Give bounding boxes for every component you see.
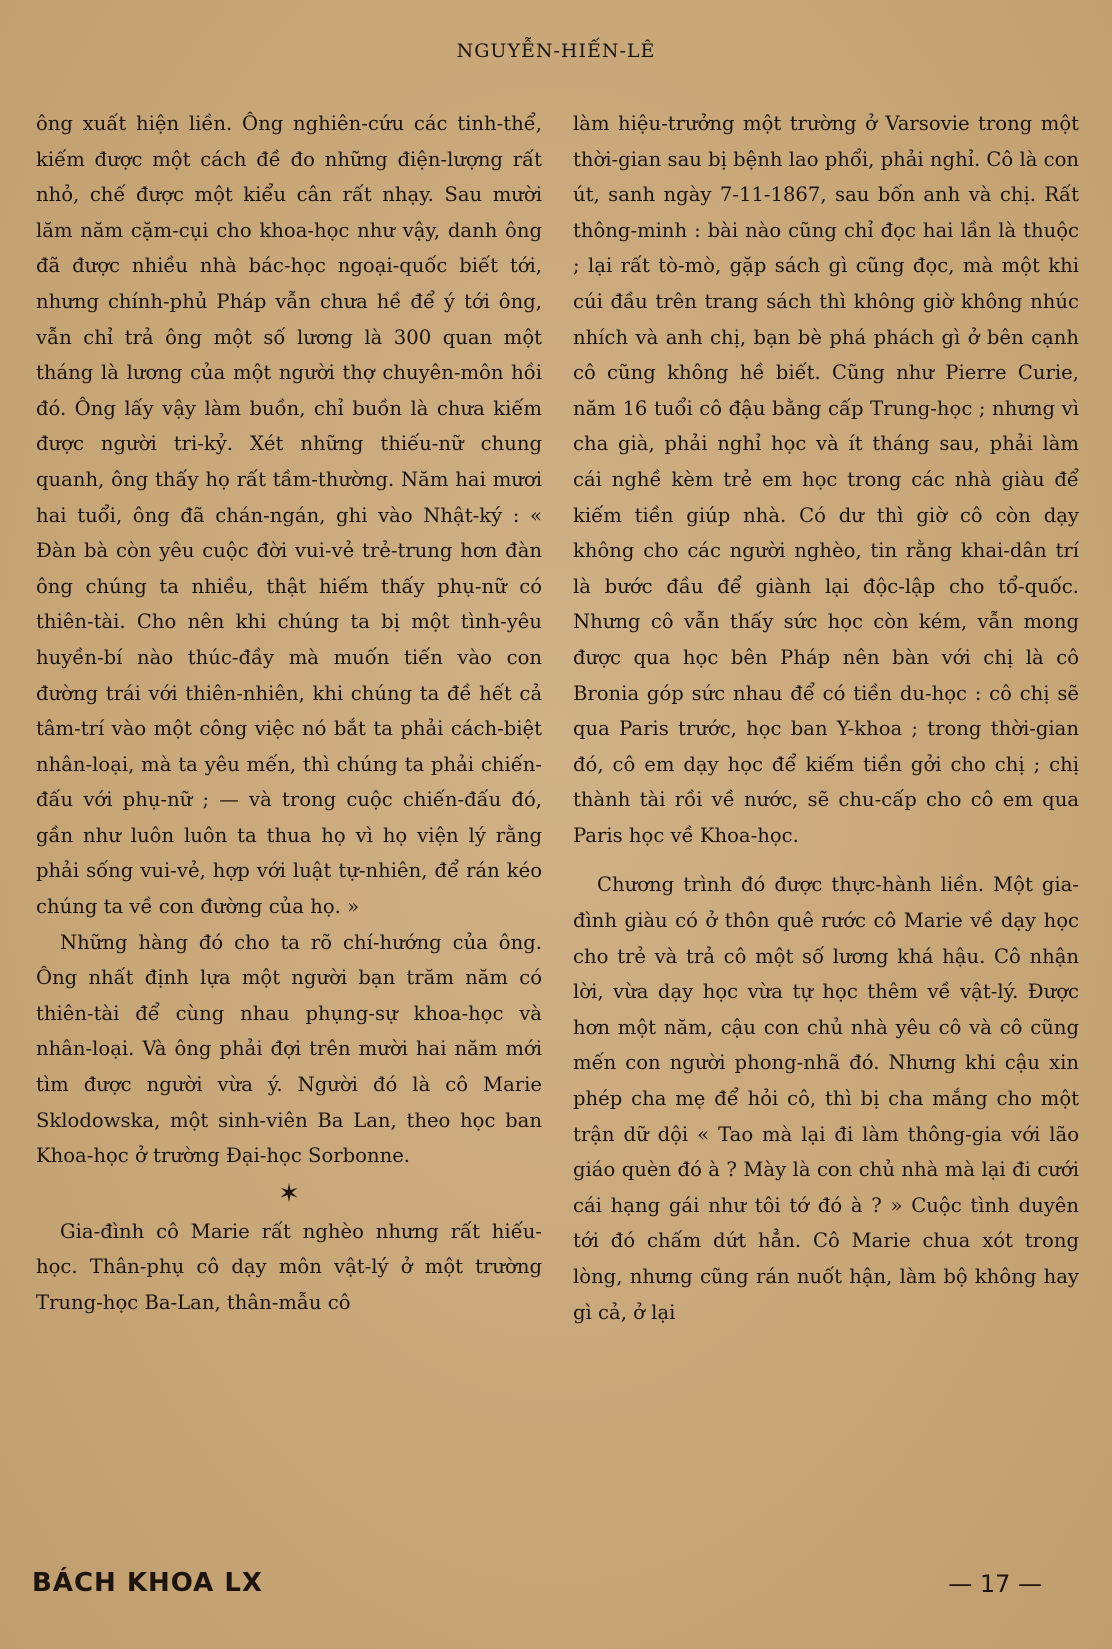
left-paragraph-3: Gia-đình cô Marie rất nghèo nhưng rất hiếu-học. Thân-phụ cô dạy môn vật-lý ở một trường Trung-học Ba-Lan, thân-mẫu cô bbox=[36, 1219, 542, 1314]
right-paragraph-2: Chương trình đó được thực-hành liền. Một gia-đình giàu có ở thôn quê rước cô Marie về dạy học cho trẻ và trả cô một số lương khá hậu. Cô nhận lời, vừa dạy học vừa tự học thêm về vật-lý. Được hơn một năm, cậu con chủ nhà yêu cô và cô cũng mến con người phong-nhã đó. Nhưng khi cậu xin phép cha mẹ để hỏi cô, thì bị cha mắng cho một trận dữ dội « Tao mà lại đi làm thông-gia với lão giáo quèn đó à ? Mày là con chủ nhà mà lại đi cưới cái hạng gái như tôi tớ đó à ? » Cuộc tình duyên tới đó chấm dứt hẳn. Cô Marie chua xót trong lòng, nhưng cũng rán nuốt hận, làm bộ không hay gì cả, ở lại bbox=[573, 873, 1079, 1324]
section-break-star: ✶ bbox=[278, 1178, 300, 1209]
magazine-title: BÁCH KHOA LX bbox=[32, 1568, 263, 1598]
left-paragraph-2: Những hàng đó cho ta rõ chí-hướng của ông. Ông nhất định lựa một người bạn trăm năm có thiên-tài để cùng nhau phụng-sự khoa-học và nhân-loại. Và ông phải đợi trên mười hai năm mới tìm được người vừa ý. Người đó là cô Marie Sklodowska, một sinh-viên Ba Lan, theo học ban Khoa-học ở trường Đại-học Sorbonne. bbox=[36, 930, 542, 1168]
left-paragraph-1: ông xuất hiện liền. Ông nghiên-cứu các tinh-thể, kiếm được một cách đề đo những điện-lượng rất nhỏ, chế được một kiểu cân rất nhạy. Sau mười lăm năm cặm-cụi cho khoa-học như vậy, danh ông đã được nhiều nhà bác-học ngoại-quốc biết tới, nhưng chính-phủ Pháp vẫn chưa hề để ý tới ông, vẫn chỉ trả ông một số lương là 300 quan một tháng là lương của một người thợ chuyên-môn hồi đó. Ông lấy vậy làm buồn, chỉ buồn là chưa kiếm được người tri-kỷ. Xét những thiếu-nữ chung quanh, ông thấy họ rất tầm-thường. Năm hai mươi hai tuổi, ông đã chán-ngán, ghi vào Nhật-ký : « Đàn bà còn yêu cuộc đời vui-vẻ trẻ-trung hơn đàn ông chúng ta nhiều, thật hiếm thấy phụ-nữ có thiên-tài. Cho nên khi chúng ta bị một tình-yêu huyền-bí nào thúc-đầy mà muốn tiến vào con đường trái với thiên-nhiên, khi chúng ta đề hết cả tâm-trí vào một công việc nó bắt ta phải cách-biệt nhân-loại, mà ta yêu mến, thì chúng ta phải chiến-đấu với phụ-nữ ; — và trong cuộc chiến-đấu đó, gần như luôn luôn ta thua họ vì họ viện lý rằng phải sống vui-vẻ, hợp với luật tự-nhiên, để rán kéo chúng ta về con đường của họ. » bbox=[36, 112, 542, 919]
right-column bbox=[573, 106, 1079, 1330]
left-column bbox=[36, 106, 542, 1321]
page-number: — 17 — bbox=[948, 1570, 1042, 1598]
right-paragraph-1: làm hiệu-trưởng một trường ở Varsovie trong một thời-gian sau bị bệnh lao phổi, phải nghỉ. Cô là con út, sanh ngày 7-11-1867, sau bốn anh và chị. Rất thông-minh : bài nào cũng chỉ đọc hai lần là thuộc ; lại rất tò-mò, gặp sách gì cũng đọc, mà một khi cúi đầu trên trang sách thì không giờ không nhúc nhích và anh chị, bạn bè phá phách gì ở bên cạnh cô cũng không hề biết. Cũng như Pierre Curie, năm 16 tuổi cô đậu bằng cấp Trung-học ; nhưng vì cha già, phải nghỉ học và ít tháng sau, phải làm cái nghề kèm trẻ em học trong các nhà giàu để kiếm tiền giúp nhà. Có dư thì giờ cô còn dạy không cho các người nghèo, tin rằng khai-dân trí là bước đầu để giành lại độc-lập cho tổ-quốc. Nhưng cô vẫn thấy sức học còn kém, vẫn mong được qua học bên Pháp nên bàn với chị là cô Bronia góp sức nhau để có tiền du-học : cô chị sẽ qua Paris trước, học ban Y-khoa ; trong thời-gian đó, cô em dạy học để kiếm tiền gởi cho chị ; chị thành tài rồi về nước, sẽ chu-cấp cho cô em qua Paris học về Khoa-học. bbox=[573, 112, 1080, 847]
running-header: NGUYỄN-HIẾN-LÊ bbox=[456, 40, 656, 62]
